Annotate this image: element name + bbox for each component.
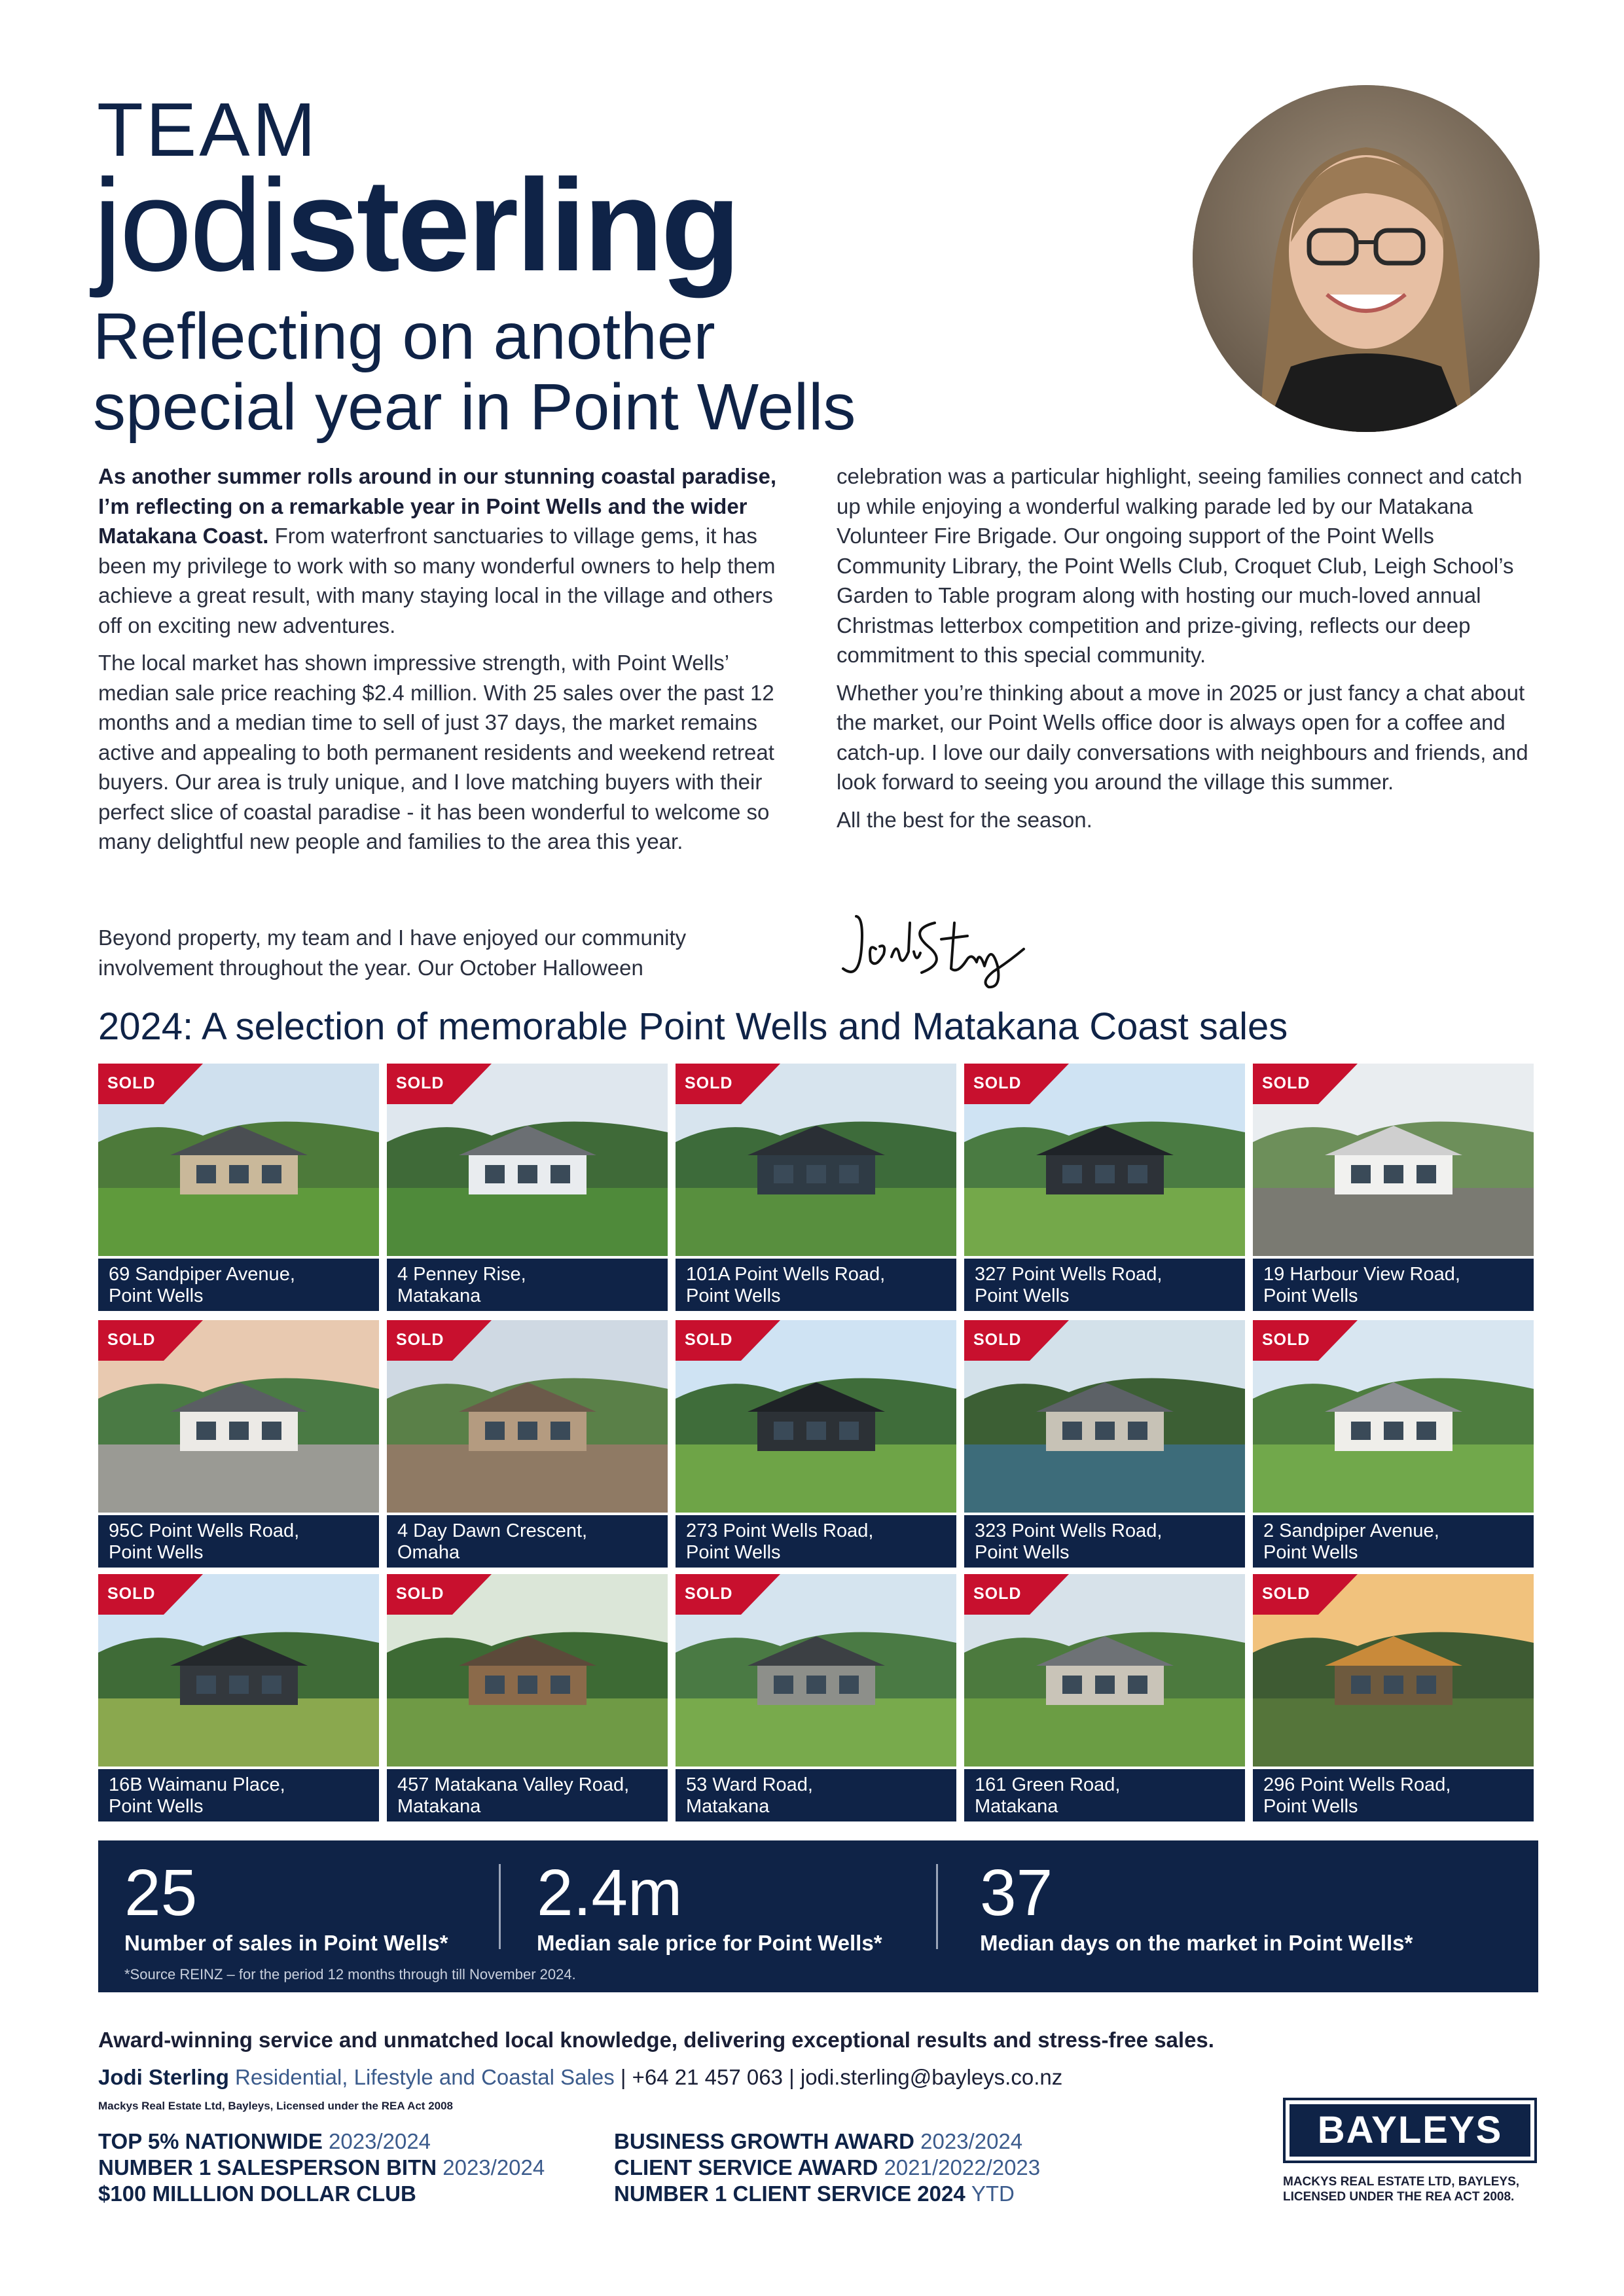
property-address <box>387 1769 668 1821</box>
sold-badge-label: SOLD <box>396 1585 444 1603</box>
letter-paragraph-2: The local market has shown impressive strength, with Point Wells’ median sale price reaching $2.4 million. With 25 sales over the past 12 months and a median time to sell of just 37 days, the market remains active and appealing to both permanent residents and weekend retreat buyers. Our area is truly unique, and I love matching buyers with their perfect slice of coastal paradise - it has been wonderful to welcome so many delightful new people and families to the area this year. <box>98 651 774 853</box>
sold-listing-card <box>1253 1574 1534 1821</box>
address-suburb: Point Wells <box>686 1285 781 1306</box>
sold-listing-card <box>387 1320 668 1568</box>
agent-email[interactable]: jodi.sterling@bayleys.co.nz <box>800 2065 1063 2089</box>
sold-listing-card <box>676 1574 956 1821</box>
award-item <box>614 2155 1040 2181</box>
address-street: 323 Point Wells Road, <box>975 1520 1163 1541</box>
sold-badge-label: SOLD <box>685 1074 733 1092</box>
stat-sales-label: Number of sales in Point Wells* <box>124 1931 448 1955</box>
address-suburb: Point Wells <box>686 1542 781 1563</box>
stat-sales-value: 25 <box>124 1856 198 1929</box>
property-address <box>98 1259 379 1311</box>
contact-line <box>98 2065 1062 2090</box>
property-address <box>964 1769 1245 1821</box>
sold-badge-label: SOLD <box>1262 1585 1310 1603</box>
property-address <box>98 1769 379 1821</box>
sold-badge <box>1253 1574 1358 1615</box>
award-title: TOP 5% NATIONWIDE <box>98 2129 323 2153</box>
award-years: 2023/2024 <box>442 2155 545 2179</box>
property-address <box>1253 1769 1534 1821</box>
sold-badge <box>387 1574 492 1615</box>
property-address <box>676 1259 956 1311</box>
stat-days-label: Median days on the market in Point Wells* <box>980 1931 1413 1955</box>
letter-lead: As another summer rolls around in our stunning coastal paradise, I’m reflecting on a remarkable year in Point Wells and the wider Matakana Coast. <box>98 464 777 548</box>
address-street: 161 Green Road, <box>975 1774 1121 1795</box>
address-suburb: Point Wells <box>975 1285 1070 1306</box>
sold-badge <box>387 1320 492 1361</box>
sold-listing-card <box>98 1320 379 1568</box>
sold-badge <box>964 1064 1069 1104</box>
address-street: 53 Ward Road, <box>686 1774 813 1795</box>
sold-listing-card <box>1253 1064 1534 1311</box>
award-title: $100 MILLLION DOLLAR CLUB <box>98 2181 416 2206</box>
award-item <box>98 2181 545 2207</box>
stat-days-value: 37 <box>980 1856 1053 1929</box>
brand-first-name: jodi <box>93 152 287 298</box>
address-street: 457 Matakana Valley Road, <box>397 1774 630 1795</box>
stats-source-note: *Source REINZ – for the period 12 months through till November 2024. <box>124 1966 576 1982</box>
stat-price-value: 2.4m <box>537 1856 683 1929</box>
address-suburb: Point Wells <box>1263 1796 1358 1817</box>
award-title: CLIENT SERVICE AWARD <box>614 2155 878 2179</box>
sold-badge-label: SOLD <box>973 1331 1022 1349</box>
bayleys-logo <box>1283 2098 1537 2163</box>
sold-listing-card <box>676 1320 956 1568</box>
property-address <box>676 1769 956 1821</box>
award-years: 2023/2024 <box>329 2129 431 2153</box>
address-street: 2 Sandpiper Avenue, <box>1263 1520 1439 1541</box>
address-street: 327 Point Wells Road, <box>975 1264 1163 1285</box>
sold-listing-card <box>1253 1320 1534 1568</box>
sold-listing-card <box>98 1064 379 1311</box>
address-suburb: Matakana <box>397 1285 481 1306</box>
letter-paragraph-3-end: celebration was a particular highlight, seeing families connect and catch up while enjoying a wonderful walking parade led by our Matakana Volunteer Fire Brigade. Our ongoing support of the Point Wells Community Library, the Point Wells Club, Croquet Club, Leigh School’s Garden to Table program along with hosting our much-loved annual Christmas letterbox competition and prize-giving, reflects our deep commitment to this special community. <box>837 464 1523 667</box>
award-title: BUSINESS GROWTH AWARD <box>614 2129 914 2153</box>
sold-listing-card <box>676 1064 956 1311</box>
agent-phone[interactable]: +64 21 457 063 <box>632 2065 783 2089</box>
address-street: 19 Harbour View Road, <box>1263 1264 1460 1285</box>
award-years: 2023/2024 <box>920 2129 1023 2153</box>
sold-badge-label: SOLD <box>107 1331 156 1349</box>
letter-column-left <box>98 461 802 865</box>
letter-p1-rest: From waterfront sanctuaries to village gems, it has been my privilege to work with so many wonderful owners to help them achieve a great result, with many staying local in the village and others off on exciting new adventures. <box>98 524 776 637</box>
property-address <box>676 1515 956 1568</box>
property-address <box>1253 1515 1534 1568</box>
address-street: 95C Point Wells Road, <box>109 1520 300 1541</box>
address-suburb: Matakana <box>686 1796 770 1817</box>
address-suburb: Matakana <box>975 1796 1058 1817</box>
property-address <box>387 1515 668 1568</box>
award-years: YTD <box>971 2181 1015 2206</box>
logo-wordmark: BAYLEYS <box>1290 2104 1530 2157</box>
address-street: 101A Point Wells Road, <box>686 1264 886 1285</box>
page-headline <box>93 301 1075 442</box>
sold-badge <box>964 1574 1069 1615</box>
property-address <box>98 1515 379 1568</box>
brand-wordmark <box>93 152 738 298</box>
awards-list-right <box>614 2128 1040 2207</box>
headline-line-1: Reflecting on another <box>93 300 715 373</box>
address-street: 69 Sandpiper Avenue, <box>109 1264 295 1285</box>
sold-badge <box>1253 1320 1358 1361</box>
letter-paragraph-3-start: Beyond property, my team and I have enjoyed our community involvement throughout the year. Our October Halloween <box>98 925 687 980</box>
stats-divider <box>936 1864 938 1949</box>
sold-badge <box>676 1064 780 1104</box>
sold-listing-card <box>387 1064 668 1311</box>
sold-badge-label: SOLD <box>396 1074 444 1092</box>
address-suburb: Point Wells <box>109 1285 204 1306</box>
letter-paragraph-1 <box>98 461 802 640</box>
stats-divider <box>499 1864 501 1949</box>
sold-badge-label: SOLD <box>107 1074 156 1092</box>
sold-badge-label: SOLD <box>973 1074 1022 1092</box>
letter-column-left-tail <box>98 923 802 990</box>
award-item <box>614 2181 1040 2207</box>
sold-badge-label: SOLD <box>685 1331 733 1349</box>
sold-badge <box>98 1064 203 1104</box>
sold-badge <box>387 1064 492 1104</box>
letter-column-right <box>837 461 1540 842</box>
stats-bar <box>98 1840 1538 1992</box>
agent-name: Jodi Sterling <box>98 2065 229 2089</box>
awards-list-left <box>98 2128 545 2207</box>
address-suburb: Point Wells <box>1263 1285 1358 1306</box>
award-item <box>98 2155 545 2181</box>
sold-badge <box>1253 1064 1358 1104</box>
sold-listing-card <box>98 1574 379 1821</box>
award-item <box>614 2128 1040 2155</box>
property-address <box>964 1515 1245 1568</box>
property-address <box>964 1259 1245 1311</box>
agent-role: Residential, Lifestyle and Coastal Sales <box>235 2065 615 2089</box>
agent-portrait <box>1193 85 1540 432</box>
award-years: 2021/2022/2023 <box>884 2155 1041 2179</box>
address-street: 16B Waimanu Place, <box>109 1774 285 1795</box>
address-suburb: Point Wells <box>1263 1542 1358 1563</box>
logo-legal-text <box>1283 2174 1545 2204</box>
address-street: 4 Penney Rise, <box>397 1264 526 1285</box>
sales-heading: 2024: A selection of memorable Point Wells and Matakana Coast sales <box>98 1005 1288 1048</box>
property-address <box>1253 1259 1534 1311</box>
sold-badge-label: SOLD <box>396 1331 444 1349</box>
sold-badge <box>964 1320 1069 1361</box>
address-street: 4 Day Dawn Crescent, <box>397 1520 588 1541</box>
headline-line-2: special year in Point Wells <box>93 370 856 444</box>
sold-badge <box>676 1574 780 1615</box>
contact-separator: | <box>620 2065 632 2089</box>
letter-paragraph-5: All the best for the season. <box>837 807 1092 832</box>
award-title: NUMBER 1 SALESPERSON BITN <box>98 2155 437 2179</box>
signature <box>837 903 1033 995</box>
sold-listing-card <box>964 1320 1245 1568</box>
sold-badge-label: SOLD <box>973 1585 1022 1603</box>
legal-note: Mackys Real Estate Ltd, Bayleys, Licensed under the REA Act 2008 <box>98 2100 454 2112</box>
logo-legal-line: MACKYS REAL ESTATE LTD, BAYLEYS, <box>1283 2175 1520 2189</box>
property-address <box>387 1259 668 1311</box>
contact-separator: | <box>782 2065 801 2089</box>
sold-listing-card <box>964 1574 1245 1821</box>
address-suburb: Point Wells <box>109 1542 204 1563</box>
address-street: 273 Point Wells Road, <box>686 1520 874 1541</box>
letter-paragraph-4: Whether you’re thinking about a move in 2025 or just fancy a chat about the market, our Point Wells office door is always open for a coffee and catch-up. I love our daily conversations with neighbours and friends, and look forward to seeing you around the village this summer. <box>837 680 1528 794</box>
sold-badge-label: SOLD <box>1262 1331 1310 1349</box>
sold-listing-card <box>387 1574 668 1821</box>
address-suburb: Point Wells <box>109 1796 204 1817</box>
sold-badge <box>676 1320 780 1361</box>
sold-badge <box>98 1574 203 1615</box>
address-suburb: Omaha <box>397 1542 460 1563</box>
award-item <box>98 2128 545 2155</box>
sold-badge-label: SOLD <box>107 1585 156 1603</box>
stat-price-label: Median sale price for Point Wells* <box>537 1931 882 1955</box>
sold-badge <box>98 1320 203 1361</box>
address-street: 296 Point Wells Road, <box>1263 1774 1451 1795</box>
address-suburb: Point Wells <box>975 1542 1070 1563</box>
sold-badge-label: SOLD <box>1262 1074 1310 1092</box>
footer-tagline: Award-winning service and unmatched local knowledge, delivering exceptional results and stress-free sales. <box>98 2028 1214 2052</box>
sold-badge-label: SOLD <box>685 1585 733 1603</box>
logo-legal-line: LICENSED UNDER THE REA ACT 2008. <box>1283 2190 1515 2204</box>
brand-last-name: sterling <box>286 152 738 298</box>
award-title: NUMBER 1 CLIENT SERVICE 2024 <box>614 2181 965 2206</box>
sold-listing-card <box>964 1064 1245 1311</box>
address-suburb: Matakana <box>397 1796 481 1817</box>
team-label: TEAM <box>97 87 319 172</box>
